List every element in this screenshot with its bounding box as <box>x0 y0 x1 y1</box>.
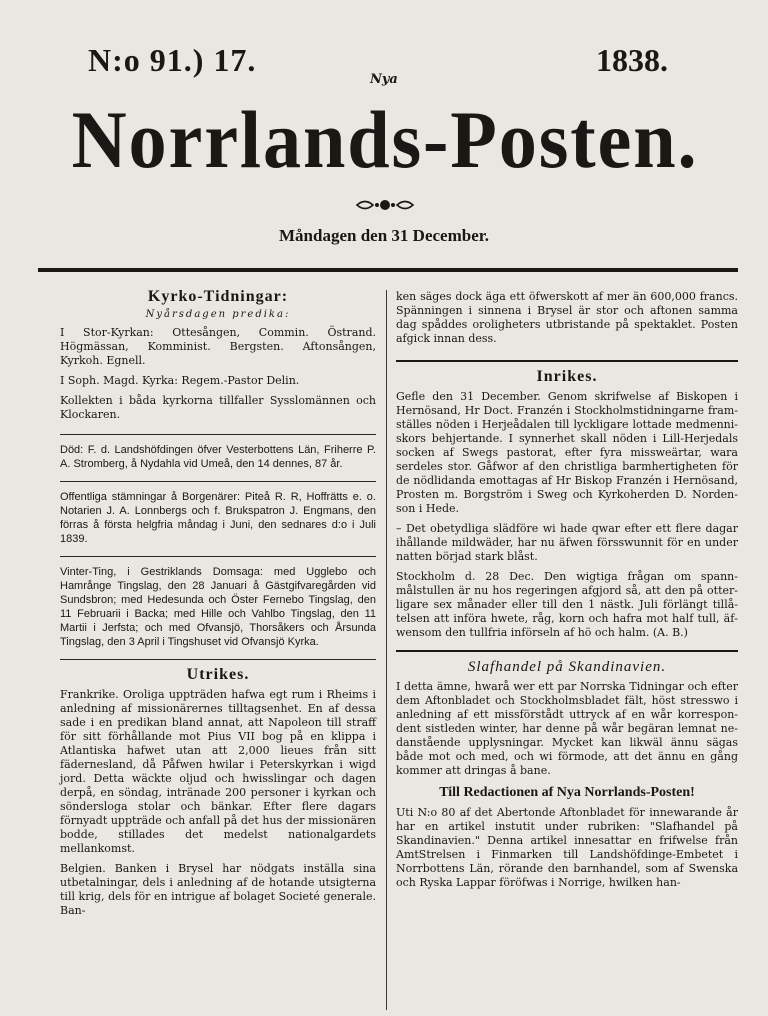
section-rule <box>60 659 376 660</box>
kyrko-paragraph: I Soph. Magd. Kyrka: Regem.-Pastor Delin. <box>60 374 300 387</box>
summons-notice: Offentliga stämningar å Borgenärer: Piteå R. R, Hoffrätts e. o. Notarien J. A. Lonnbergs och f. Brukspatron J. Engmans, den förras å första helgfria måndag i Juni, den sednares d:o i Juli 1839. <box>60 491 376 545</box>
kyrko-heading: Kyrko-Tidningar: <box>147 288 289 305</box>
issue-year: 1838. <box>596 42 668 78</box>
slave-trade-article: I detta ämne, hwarå wer ett par Norrska Tidningar och efter dem Aftonbladet och Stockholmsbladet fält, höst stresswo i anledning af ett missförstådt uttryck af en wår korrespondent sistleden winter, har denne på wår begäran lemnat nedanstående upplysningar. Mycket kan likwäl ännu sägas både mot och med, och wi förmode, att det ännu en gång kommer att dringas å bane. <box>396 680 738 777</box>
kyrko-paragraph: I Stor-Kyrkan: Ottesången, Commin. Östrand. Högmässan, Komminist. Bergsten. Aftonsången, Kyrkoh. Egnell. <box>60 326 376 367</box>
winter-court-notice: Vinter-Ting, i Gestriklands Domsaga: med Ugglebo och Hamrånge Tingslag, den 28 Januari å Gästgifvaregården vid Sundsbron; med Hedesunda och Öster Fernebo Tingslag, den 11 Februarii i Backa; med Hille och Vahlbo Tingslag, den 11 Martii i Jerfsta; och med Ofvansjö, Thorsåkers och Årsunda Tingslag, den 3 April i Tingshuset vid Ofvansjö Kyrka. <box>60 566 376 648</box>
section-rule <box>60 481 376 482</box>
utrikes-heading: Utrikes. <box>186 666 250 683</box>
left-column <box>60 290 376 918</box>
letter-article: Uti N:o 80 af det Abertonde Aftonbladet för innewarande år har en artikel instutit under rubriken: "Slafhandel på Skandinavien." Denna artikel innesattar en frifwelse från AmtStrelsen i Finmarken till Landshöfdinge-Embetet i Norrbottens Län, rörande den barnhandel, som af Swenska och Ryska Lappar föröfwas i Norrige, hwilken han- <box>396 806 738 889</box>
stockholm-signature: (A. B.) <box>652 626 688 639</box>
section-rule <box>60 556 376 557</box>
column-divider <box>386 290 387 1010</box>
right-column <box>396 290 738 890</box>
gefle-article: Gefle den 31 December. Genom skrifwelse af Biskopen i Hernösand, Hr Doct. Franzén i Stockholmstidningarne framställes nöden i Herjeådalen till lyckligare lottade medmenniskors behjertande. I synnerhet skall nöden i Lill-Herjedals socken af Swegs pastorat, efter fyra missweärtar, wara serdeles stor. Gåfwor af den christliga barmhertigheten för de nödlidanda emottagas af Hr Biskop Franzén i Hernösand, Prosten m. Borgström i Sweg och Kyrkoherden D. Nordenson i Hede. <box>396 390 738 515</box>
issue-number: N:o 91.) 17. <box>88 42 257 78</box>
stockholm-article <box>396 570 738 640</box>
inrikes-heading: Inrikes. <box>536 368 598 385</box>
continued-article: ken säges dock äga ett öfwerskott af mer än 600,000 francs. Spänningen i sinnena i Brysel är stor och aftonen samma dag spåddes oroligheters utbristande på spektaklet. Posten afgick innan dess. <box>396 290 738 345</box>
death-notice: Död: F. d. Landshöfdingen öfver Vesterbottens Län, Friherre P. A. Stromberg, å Nydahla vid Umeå, den 14 dennes, 87 år. <box>60 444 376 470</box>
dateline: Måndagen den 31 December. <box>279 226 489 245</box>
stockholm-text: Stockholm d. 28 Dec. Den wigtiga frågan om spannmålstullen är nu hos regeringen afgjord så, att den på otterligare sex månader eller till den 1 nästk. Juli förlängt tillåtelsen att införa hwete, råg, korn och hafra mot half tull, äfwensom den tullfria införseln af hö och halm. <box>396 570 738 639</box>
section-rule <box>396 650 738 652</box>
kyrko-subheading: Nyårsdagen predika: <box>145 309 291 320</box>
france-article: Frankrike. Oroliga uppträden hafwa egt rum i Rheims i anledning af missionärernes tilltagsenhet. En af dessa sade i en predikan bland annat, att Napoleon till straff för sitt förhållande mot Pius VII bog på en klippa i Atlantiska hafwet utan att 2,000 lieues från sitt fädernesland, då Påfwen hwilar i Peterskyrkan i wigd jord. Detta wäckte oljud och hwisslingar och dagen derpå, en söndag, intränade 200 personer i kyrkan och söndersloga stolar och bänkar. Efter flere dagars förnyadt uppträde och anfall på det hus der missionären bodde, stillades det medelst nationalgardets mellankomst. <box>60 688 376 855</box>
kyrko-paragraph: Kollekten i båda kyrkorna tillfaller Sysslomännen och Klockaren. <box>60 394 376 421</box>
slave-trade-heading: Slafhandel på Skandinavien. <box>467 659 667 675</box>
top-rule <box>38 268 738 272</box>
masthead-title: Norrlands-Posten. <box>71 94 699 185</box>
ornament-icon <box>355 196 415 214</box>
weather-article: – Det obetydliga slädföre wi hade qwar efter ett flere dagar ihållande mildwäder, har nu äfwen försswunnit för en under natten börjad stark blåst. <box>396 522 738 563</box>
section-rule <box>60 434 376 435</box>
belgium-article: Belgien. Banken i Brysel har nödgats inställa sina utbetalningar, dels i anledning af de hotande utsigterna till krig, dels för en intrigue af bolaget Societé generale. Ban- <box>60 862 376 917</box>
nya-label: Nya <box>370 72 398 87</box>
letter-heading: Till Redactionen af Nya Norrlands-Posten! <box>439 785 695 800</box>
section-rule <box>396 360 738 362</box>
